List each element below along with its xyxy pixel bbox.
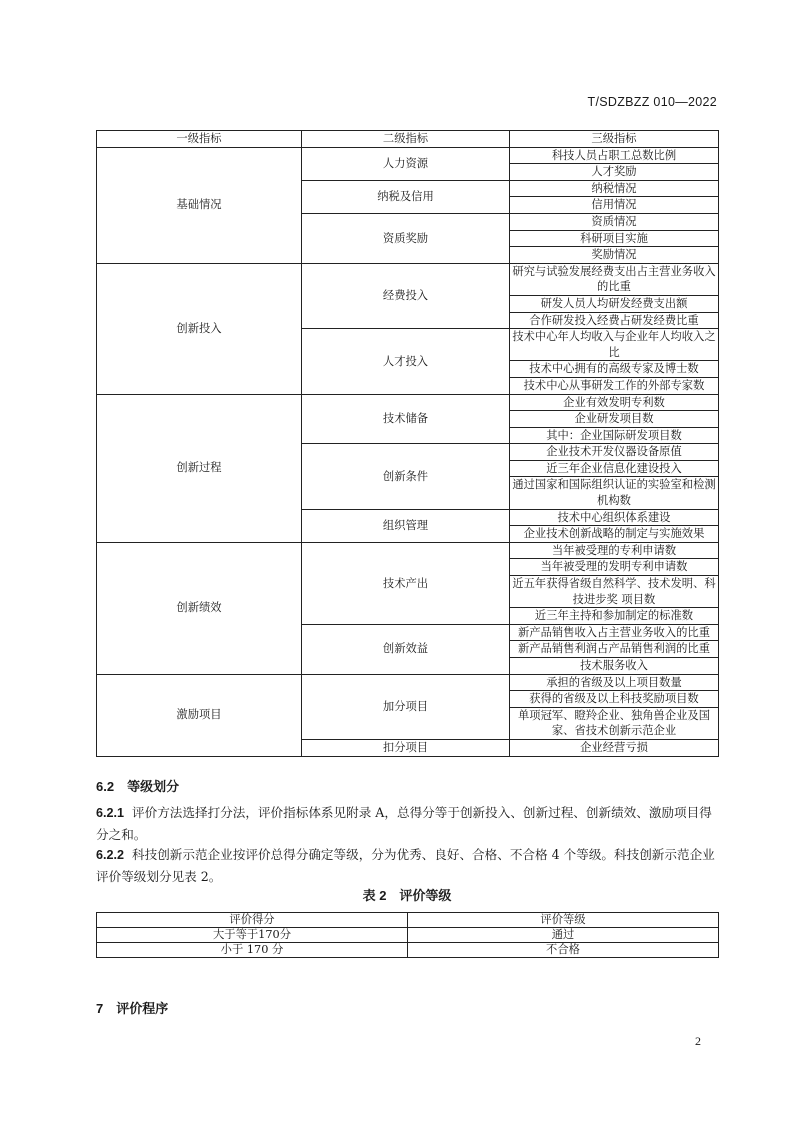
indicator-table <box>96 130 719 757</box>
level3-cell: 企业技术创新战略的制定与实施效果 <box>510 526 719 543</box>
level2-cell: 扣分项目 <box>302 739 510 756</box>
table-row <box>97 943 719 958</box>
level3-cell: 企业经营亏损 <box>510 739 719 756</box>
level3-cell: 承担的省级及以上项目数量 <box>510 674 719 691</box>
level3-cell: 企业技术开发仪器设备原值 <box>510 444 719 461</box>
level3-cell: 其中：企业国际研发项目数 <box>510 427 719 444</box>
level3-cell: 纳税情况 <box>510 180 719 197</box>
level3-cell: 当年被受理的专利申请数 <box>510 542 719 559</box>
table-row <box>97 928 719 943</box>
section-6-2-title: 6.2 等级划分 <box>96 779 180 794</box>
level3-cell: 合作研发投入经费占研发经费比重 <box>510 312 719 329</box>
level3-cell: 企业研发项目数 <box>510 411 719 428</box>
level2-cell: 技术储备 <box>302 394 510 444</box>
level1-cell: 创新绩效 <box>97 542 302 674</box>
level3-cell: 科研项目实施 <box>510 230 719 247</box>
grade-level-cell: 不合格 <box>408 943 719 958</box>
level2-cell: 经费投入 <box>302 263 510 328</box>
indicator-table-body <box>97 131 719 757</box>
table-2-caption: 表 2 评价等级 <box>362 888 452 903</box>
level3-cell: 研发人员人均研发经费支出额 <box>510 295 719 312</box>
page-number: 2 <box>695 1034 701 1048</box>
table-row <box>97 147 719 164</box>
level3-cell: 近五年获得省级自然科学、技术发明、科技进步奖 项目数 <box>510 576 719 608</box>
level3-cell: 新产品销售收入占主营业务收入的比重 <box>510 624 719 641</box>
level3-cell: 技术中心拥有的高级专家及博士数 <box>510 361 719 378</box>
level3-cell: 新产品销售利润占产品销售利润的比重 <box>510 641 719 658</box>
grade-table <box>96 912 719 958</box>
level3-cell: 研究与试验发展经费支出占主营业务收入的比重 <box>510 263 719 295</box>
paragraph-6-2-2-number: 6.2.2 <box>96 848 125 862</box>
level3-cell: 技术中心年人均收入与企业年人均收入之比 <box>510 329 719 361</box>
level3-cell: 技术中心从事研发工作的外部专家数 <box>510 377 719 394</box>
level1-cell: 创新过程 <box>97 394 302 542</box>
indicator-table-header-row <box>97 131 719 148</box>
level3-cell: 技术中心组织体系建设 <box>510 509 719 526</box>
document-id: T/SDZBZZ 010—2022 <box>587 95 717 109</box>
level2-cell: 资质奖励 <box>302 213 510 263</box>
grade-header-level: 评价等级 <box>408 913 719 928</box>
level3-cell: 企业有效发明专利数 <box>510 394 719 411</box>
level2-cell: 技术产出 <box>302 542 510 624</box>
level3-cell: 资质情况 <box>510 213 719 230</box>
table-row <box>97 394 719 411</box>
grade-table-header-row <box>97 913 719 928</box>
header-level2: 二级指标 <box>302 131 510 148</box>
level2-cell: 创新效益 <box>302 624 510 674</box>
level2-cell: 人才投入 <box>302 329 510 394</box>
grade-header-score: 评价得分 <box>97 913 408 928</box>
table-row <box>97 263 719 295</box>
paragraph-6-2-2-text: 科技创新示范企业按评价总得分确定等级，分为优秀、良好、合格、不合格 4 个等级。科技创新示范企业评价等级划分见表 2。 <box>96 847 715 884</box>
table-row <box>97 542 719 559</box>
table-row <box>97 674 719 691</box>
paragraph-6-2-1 <box>96 802 718 845</box>
level3-cell: 单项冠军、瞪羚企业、独角兽企业及国家、省技术创新示范企业 <box>510 707 719 739</box>
level2-cell: 创新条件 <box>302 444 510 509</box>
paragraph-6-2-1-number: 6.2.1 <box>96 806 125 820</box>
level3-cell: 当年被受理的发明专利申请数 <box>510 559 719 576</box>
grade-level-cell: 通过 <box>408 928 719 943</box>
header-level3: 三级指标 <box>510 131 719 148</box>
level3-cell: 获得的省级及以上科技奖励项目数 <box>510 691 719 708</box>
section-7-title: 7 评价程序 <box>96 1001 169 1016</box>
header-level1: 一级指标 <box>97 131 302 148</box>
level2-cell: 人力资源 <box>302 147 510 180</box>
paragraph-6-2-1-text: 评价方法选择打分法，评价指标体系见附录 A，总得分等于创新投入、创新过程、创新绩效、激励项目得分之和。 <box>96 805 712 842</box>
level3-cell: 通过国家和国际组织认证的实验室和检测机构数 <box>510 477 719 509</box>
level3-cell: 近三年主持和参加制定的标准数 <box>510 608 719 625</box>
level1-cell: 基础情况 <box>97 147 302 263</box>
level3-cell: 科技人员占职工总数比例 <box>510 147 719 164</box>
grade-score-cell: 小于 170 分 <box>97 943 408 958</box>
level3-cell: 信用情况 <box>510 197 719 214</box>
level2-cell: 纳税及信用 <box>302 180 510 213</box>
paragraph-6-2-2 <box>96 844 718 887</box>
level2-cell: 组织管理 <box>302 509 510 542</box>
level3-cell: 人才奖励 <box>510 164 719 181</box>
level2-cell: 加分项目 <box>302 674 510 739</box>
grade-score-cell: 大于等于170分 <box>97 928 408 943</box>
level3-cell: 技术服务收入 <box>510 658 719 675</box>
level3-cell: 奖励情况 <box>510 247 719 264</box>
level1-cell: 激励项目 <box>97 674 302 756</box>
level1-cell: 创新投入 <box>97 263 302 394</box>
level3-cell: 近三年企业信息化建设投入 <box>510 460 719 477</box>
